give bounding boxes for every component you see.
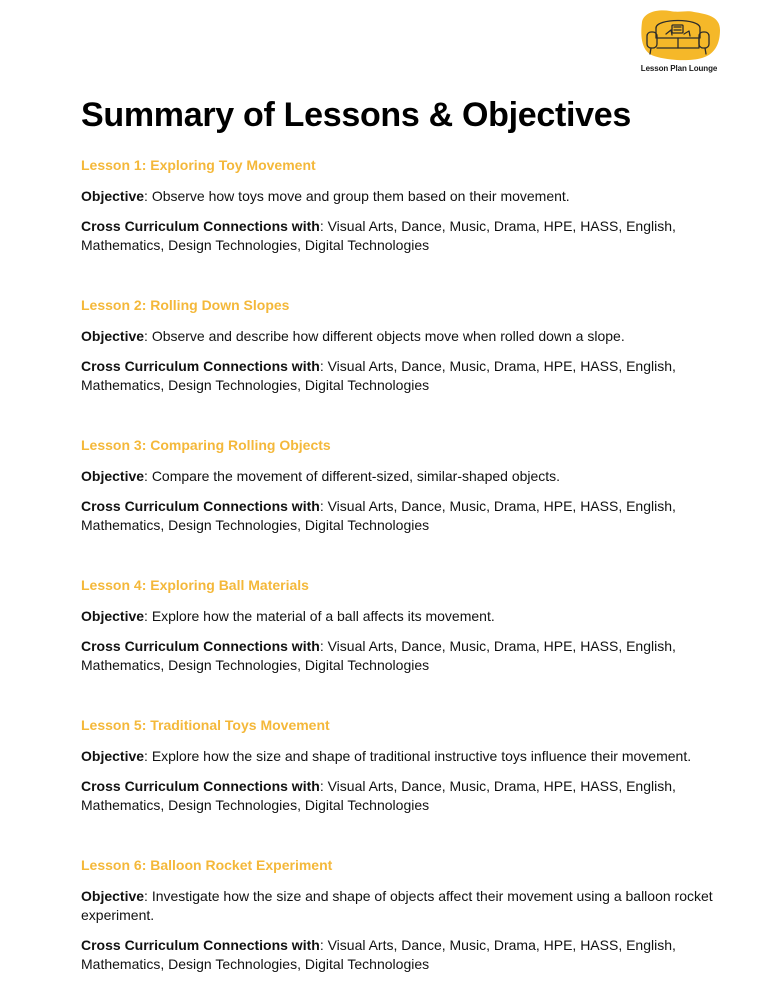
lesson-item — [81, 295, 731, 435]
lesson-item — [81, 855, 731, 975]
connections-text: Visual Arts, Dance, Music, Drama, HPE, HASS, English, Mathematics, Design Technologies, Digital Technologies — [81, 778, 676, 813]
lesson-objective: Objective: Investigate how the size and shape of objects affect their movement using a balloon rocket experiment. — [81, 888, 713, 923]
objective-label: Objective — [81, 608, 145, 624]
connections-text: Visual Arts, Dance, Music, Drama, HPE, HASS, English, Mathematics, Design Technologies, Digital Technologies — [81, 638, 676, 673]
brand-logo — [636, 8, 722, 76]
lesson-list — [81, 155, 731, 975]
connections-label: Cross Curriculum Connections with — [81, 937, 320, 953]
objective-label: Objective — [81, 188, 145, 204]
lesson-connections: Cross Curriculum Connections with: Visual Arts, Dance, Music, Drama, HPE, HASS, English, Mathematics, Design Technologies, Digital Technologies — [81, 218, 676, 253]
lesson-item — [81, 155, 731, 295]
page-title: Summary of Lessons & Objectives — [81, 96, 632, 134]
objective-text: Compare the movement of different-sized, similar-shaped objects. — [151, 468, 561, 484]
connections-label: Cross Curriculum Connections with — [81, 638, 320, 654]
objective-label: Objective — [81, 328, 145, 344]
lesson-heading: Lesson 4: Exploring Ball Materials — [81, 577, 309, 593]
lesson-item — [81, 435, 731, 575]
connections-text: Visual Arts, Dance, Music, Drama, HPE, HASS, English, Mathematics, Design Technologies, Digital Technologies — [81, 218, 676, 253]
lesson-objective: Objective: Observe and describe how different objects move when rolled down a slope. — [81, 328, 625, 344]
connections-label: Cross Curriculum Connections with — [81, 498, 320, 514]
lesson-connections: Cross Curriculum Connections with: Visual Arts, Dance, Music, Drama, HPE, HASS, English, Mathematics, Design Technologies, Digital Technologies — [81, 358, 676, 393]
objective-text: Observe and describe how different objects move when rolled down a slope. — [151, 328, 625, 344]
objective-label: Objective — [81, 748, 145, 764]
connections-label: Cross Curriculum Connections with — [81, 218, 320, 234]
lesson-item — [81, 575, 731, 715]
lesson-heading: Lesson 3: Comparing Rolling Objects — [81, 437, 331, 453]
lesson-heading: Lesson 5: Traditional Toys Movement — [81, 717, 330, 733]
lesson-heading: Lesson 1: Exploring Toy Movement — [81, 157, 316, 173]
lesson-objective: Objective: Compare the movement of different-sized, similar-shaped objects. — [81, 468, 561, 484]
objective-text: Investigate how the size and shape of objects affect their movement using a balloon rocket experiment. — [81, 888, 713, 923]
connections-text: Visual Arts, Dance, Music, Drama, HPE, HASS, English, Mathematics, Design Technologies, Digital Technologies — [81, 358, 676, 393]
objective-label: Objective — [81, 888, 145, 904]
objective-text: Explore how the size and shape of traditional instructive toys influence their movement. — [151, 748, 692, 764]
lesson-connections: Cross Curriculum Connections with: Visual Arts, Dance, Music, Drama, HPE, HASS, English, Mathematics, Design Technologies, Digital Technologies — [81, 498, 676, 533]
lesson-connections: Cross Curriculum Connections with: Visual Arts, Dance, Music, Drama, HPE, HASS, English, Mathematics, Design Technologies, Digital Technologies — [81, 638, 676, 673]
lesson-heading: Lesson 2: Rolling Down Slopes — [81, 297, 290, 313]
logo-wordmark: Lesson Plan Lounge — [640, 64, 718, 73]
connections-label: Cross Curriculum Connections with — [81, 358, 320, 374]
objective-text: Observe how toys move and group them based on their movement. — [151, 188, 570, 204]
connections-label: Cross Curriculum Connections with — [81, 778, 320, 794]
lesson-connections: Cross Curriculum Connections with: Visual Arts, Dance, Music, Drama, HPE, HASS, English, Mathematics, Design Technologies, Digital Technologies — [81, 778, 676, 813]
sofa-icon — [636, 8, 722, 62]
objective-label: Objective — [81, 468, 145, 484]
lesson-heading: Lesson 6: Balloon Rocket Experiment — [81, 857, 333, 873]
connections-text: Visual Arts, Dance, Music, Drama, HPE, HASS, English, Mathematics, Design Technologies, Digital Technologies — [81, 498, 676, 533]
lesson-objective: Objective: Explore how the size and shape of traditional instructive toys influence their movement. — [81, 748, 692, 764]
lesson-objective: Objective: Explore how the material of a ball affects its movement. — [81, 608, 495, 624]
connections-text: Visual Arts, Dance, Music, Drama, HPE, HASS, English, Mathematics, Design Technologies, Digital Technologies — [81, 937, 676, 972]
lesson-item — [81, 715, 731, 855]
lesson-connections: Cross Curriculum Connections with: Visual Arts, Dance, Music, Drama, HPE, HASS, English, Mathematics, Design Technologies, Digital Technologies — [81, 937, 676, 972]
lesson-objective: Objective: Observe how toys move and group them based on their movement. — [81, 188, 570, 204]
objective-text: Explore how the material of a ball affects its movement. — [151, 608, 495, 624]
